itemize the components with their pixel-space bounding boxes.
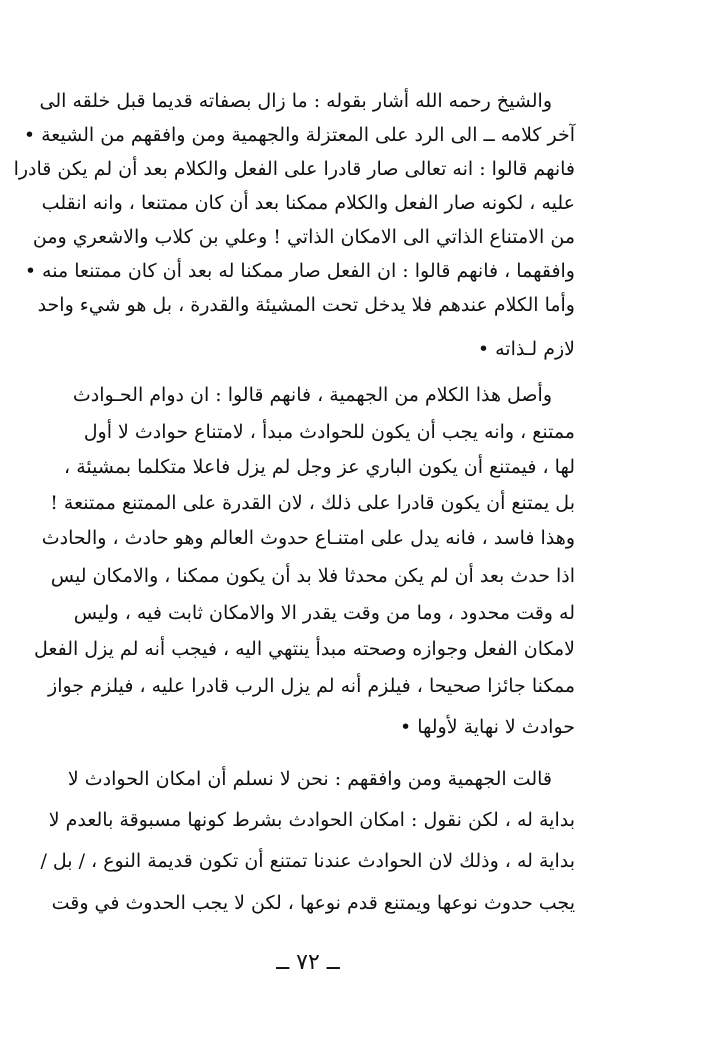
paragraph-1-line-6: وافقهما ، فانهم قالوا : ان الفعل صار ممكنا له بعد أن كان ممتنعا منه •: [24, 260, 575, 282]
paragraph-2-line-4: بل يمتنع أن يكون قادرا على ذلك ، لان القدرة على الممتنع ممتنعة !: [50, 492, 575, 514]
paragraph-2-line-5: وهذا فاسد ، فانه يدل على امتنـاع حدوث العالم وهو حادث ، والحادث: [41, 527, 575, 549]
paragraph-2-line-6: اذا حدث بعد أن لم يكن محدثا فلا بد أن يكون ممكنا ، والامكان ليس: [50, 565, 575, 587]
paragraph-1-line-5: من الامتناع الذاتي الى الامكان الذاتي ! وعلي بن كلاب والاشعري ومن: [32, 226, 575, 248]
paragraph-1-line-8: لازم لـذاته •: [477, 338, 575, 360]
paragraph-2-line-8: لامكان الفعل وجوازه وصحته مبدأ ينتهي اليه ، فيجب أنه لم يزل الفعل: [34, 638, 575, 660]
paragraph-2-line-9: ممكنا جائزا صحيحا ، فيلزم أنه لم يزل الرب قادرا عليه ، فيلزم جواز: [48, 675, 575, 697]
paragraph-3-line-1: قالت الجهمية ومن وافقهم : نحن لا نسلم أن امكان الحوادث لا: [67, 768, 552, 790]
paragraph-3-line-2: بداية له ، لكن نقول : امكان الحوادث بشرط كونها مسبوقة بالعدم لا: [48, 809, 575, 831]
paragraph-2-line-7: له وقت محدود ، وما من وقت يقدر الا والامكان ثابت فيه ، وليس: [73, 602, 575, 624]
paragraph-2-line-2: ممتنع ، وانه يجب أن يكون للحوادث مبدأ ، لامتناع حوادث لا أول: [83, 421, 575, 443]
paragraph-1-line-7: وأما الكلام عندهم فلا يدخل تحت المشيئة والقدرة ، بل هو شيء واحد: [37, 294, 575, 316]
paragraph-1-line-2: آخر كلامه ــ الى الرد على المعتزلة والجهمية ومن وافقهم من الشيعة •: [23, 124, 575, 146]
paragraph-2-line-10: حوادث لا نهاية لأولها •: [399, 716, 575, 738]
paragraph-3-line-4: يجب حدوث نوعها ويمتنع قدم نوعها ، لكن لا يجب الحدوث في وقت: [51, 892, 575, 914]
paragraph-1-line-1: والشيخ رحمه الله أشار بقوله : ما زال بصفاته قديما قبل خلقه الى: [39, 90, 552, 112]
paragraph-2-line-1: وأصل هذا الكلام من الجهمية ، فانهم قالوا : ان دوام الحـوادث: [72, 384, 552, 406]
page-number: ــ ٧٢ ــ: [276, 950, 340, 975]
paragraph-1-line-3: فانهم قالوا : انه تعالى صار قادرا على الفعل والكلام بعد أن لم يكن قادرا: [13, 158, 575, 180]
paragraph-2-line-3: لها ، فيمتنع أن يكون الباري عز وجل لم يزل فاعلا متكلما بمشيئة ،: [64, 456, 575, 478]
paragraph-3-line-3: بداية له ، وذلك لان الحوادث عندنا تمتنع أن تكون قديمة النوع ، / بل /: [40, 850, 575, 872]
paragraph-1-line-4: عليه ، لكونه صار الفعل والكلام ممكنا بعد أن كان ممتنعا ، وانه انقلب: [41, 192, 575, 214]
